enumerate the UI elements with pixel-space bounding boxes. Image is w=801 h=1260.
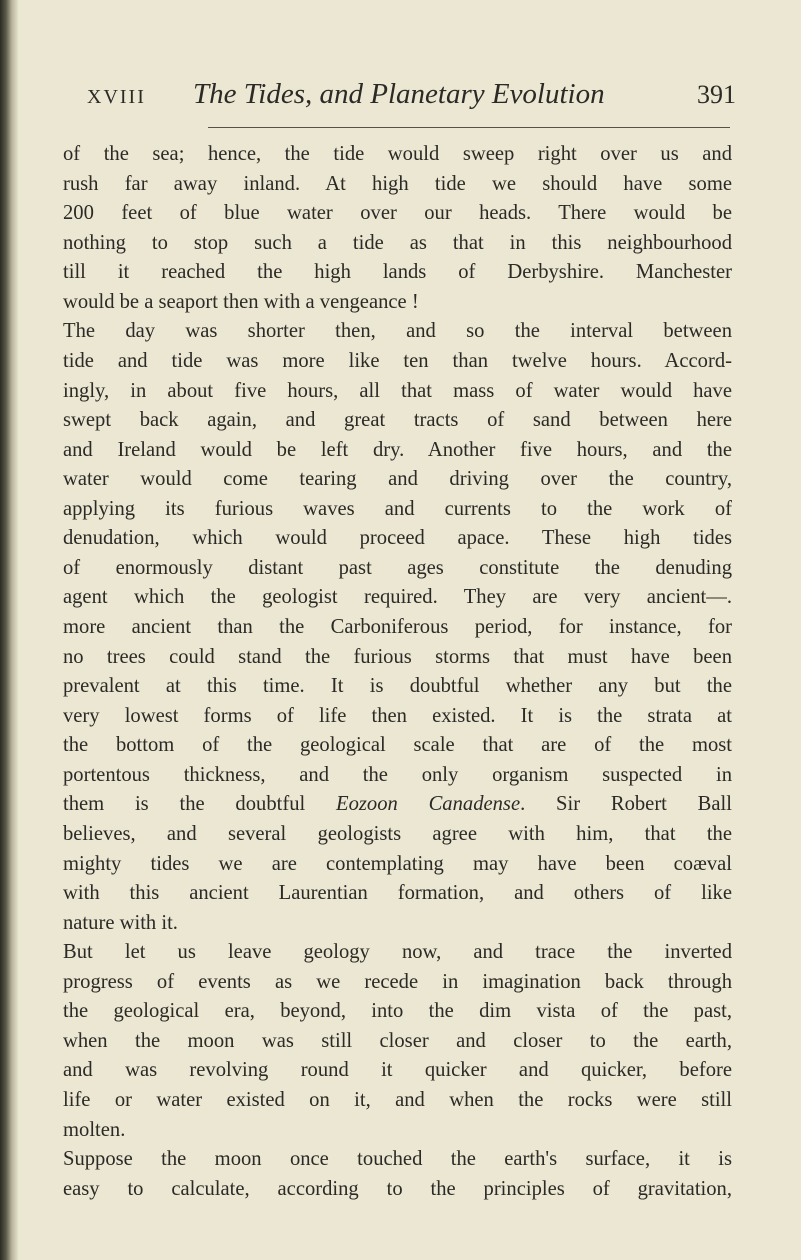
chapter-number: XVIII bbox=[87, 86, 146, 108]
text-line: agent which the geologist required. They are very ancient—. bbox=[63, 586, 732, 609]
text-line: of the sea; hence, the tide would sweep right over us and bbox=[63, 143, 732, 165]
text-line: the bottom of the geological scale that are of the most bbox=[63, 734, 732, 757]
text-line: would be a seaport then with a vengeance ! bbox=[63, 290, 419, 313]
text-line: the geological era, beyond, into the dim vista of the past, bbox=[63, 1000, 732, 1023]
text-run: them is the doubtful bbox=[63, 793, 336, 816]
text-line: 200 feet of blue water over our heads. There would be bbox=[63, 202, 732, 225]
text-line: believes, and several geologists agree with him, that the bbox=[63, 822, 732, 845]
text-line: easy to calculate, according to the principles of gravitation, bbox=[63, 1177, 732, 1200]
text-line: But let us leave geology now, and trace the inverted bbox=[63, 941, 732, 964]
text-line: and was revolving round it quicker and quicker, before bbox=[63, 1059, 732, 1082]
text-line: more ancient than the Carboniferous period, for instance, for bbox=[63, 616, 732, 638]
text-line: mighty tides we are contemplating may have been coæval bbox=[63, 852, 732, 875]
text-line: rush far away inland. At high tide we should have some bbox=[63, 172, 732, 195]
text-line: The day was shorter then, and so the interval between bbox=[63, 320, 732, 343]
text-line: nature with it. bbox=[63, 911, 178, 934]
paragraph bbox=[63, 317, 732, 938]
text-line-eozoon bbox=[63, 790, 732, 820]
text-line: ingly, in about five hours, all that mass of water would have bbox=[63, 379, 732, 402]
text-line: of enormously distant past ages constitute the denuding bbox=[63, 556, 732, 579]
text-line: Suppose the moon once touched the earth's surface, it is bbox=[63, 1148, 732, 1171]
text-line: nothing to stop such a tide as that in this neighbourhood bbox=[63, 231, 732, 254]
text-line: life or water existed on it, and when the rocks were still bbox=[63, 1089, 732, 1111]
text-line: when the moon was still closer and closer to the earth, bbox=[63, 1029, 732, 1052]
running-title: The Tides, and Planetary Evolution bbox=[193, 78, 605, 110]
text-line: molten. bbox=[63, 1118, 126, 1141]
text-line: tide and tide was more like ten than twelve hours. Accord- bbox=[63, 349, 732, 372]
species-name-italic: Eozoon Canadense bbox=[336, 793, 521, 816]
text-run: . Sir Robert Ball bbox=[520, 793, 732, 816]
text-line: till it reached the high lands of Derbyshire. Manchester bbox=[63, 261, 732, 284]
text-line: denudation, which would proceed apace. These high tides bbox=[63, 527, 732, 550]
book-binding-shadow bbox=[0, 0, 18, 1260]
text-line: progress of events as we recede in imagination back through bbox=[63, 970, 732, 993]
text-line: swept back again, and great tracts of sand between here bbox=[63, 409, 732, 432]
text-line: and Ireland would be left dry. Another five hours, and the bbox=[63, 438, 732, 461]
paragraph bbox=[63, 938, 732, 1145]
text-line: water would come tearing and driving over the country, bbox=[63, 468, 732, 491]
text-line: applying its furious waves and currents to the work of bbox=[63, 497, 732, 520]
text-line: portentous thickness, and the only organism suspected in bbox=[63, 763, 732, 786]
body-text bbox=[63, 140, 732, 1204]
paragraph bbox=[63, 140, 732, 317]
page-number: 391 bbox=[697, 80, 736, 109]
text-line: very lowest forms of life then existed. It is the strata at bbox=[63, 704, 732, 727]
text-line: with this ancient Laurentian formation, and others of like bbox=[63, 882, 732, 905]
page-header bbox=[80, 78, 736, 118]
text-line: no trees could stand the furious storms that must have been bbox=[63, 645, 732, 668]
header-rule bbox=[208, 127, 730, 128]
paragraph bbox=[63, 1145, 732, 1204]
text-line: prevalent at this time. It is doubtful whether any but the bbox=[63, 675, 732, 698]
